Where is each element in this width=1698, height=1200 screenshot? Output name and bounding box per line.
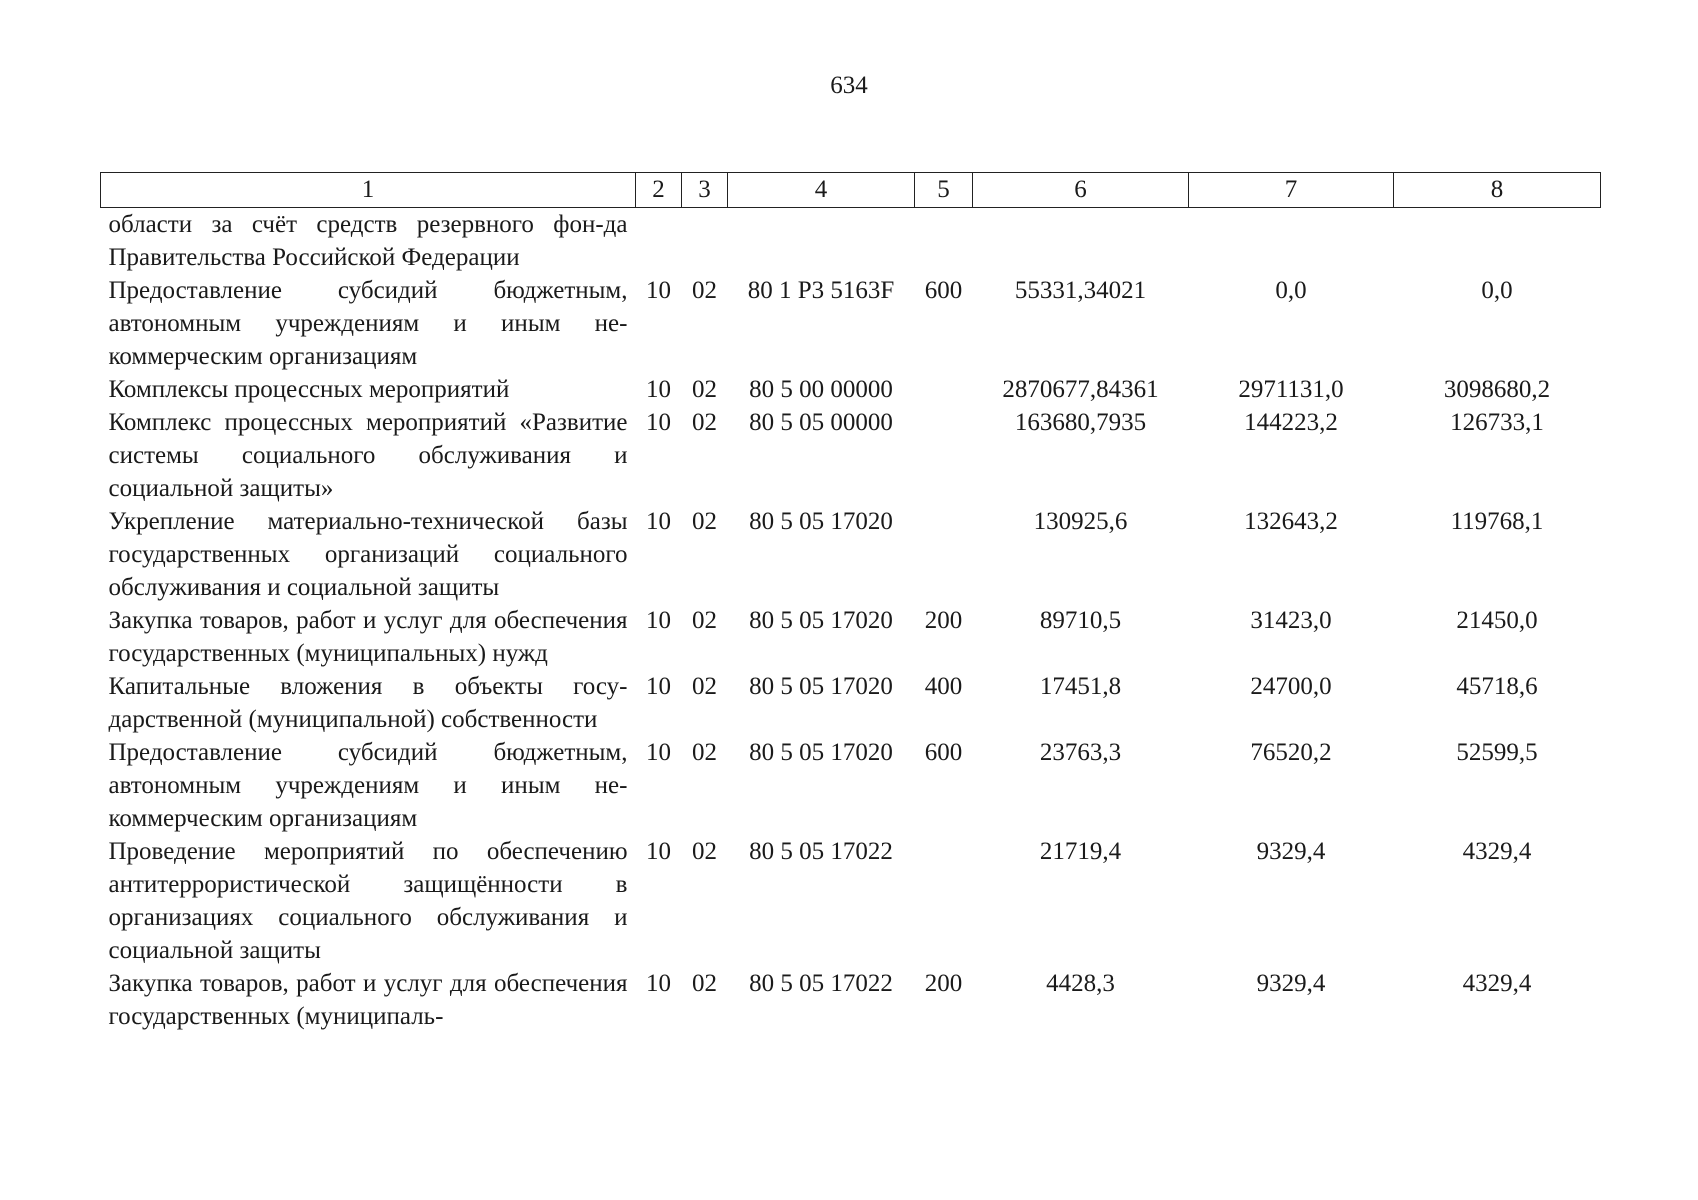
table-row [101,967,1601,1033]
row-subsection: 02 [692,376,717,403]
row-value-7 [1189,208,1394,275]
row-section: 10 [646,970,671,997]
row-value-7: 9329,4 [1256,970,1326,997]
row-value-8: 119768,1 [1450,508,1544,535]
table-row [101,736,1601,835]
row-value-6: 2870677,84361 [1002,376,1159,403]
row-section: 10 [646,508,671,535]
header-col-8: 8 [1394,173,1601,208]
row-value-6: 55331,34021 [1014,277,1147,304]
row-section: 10 [646,409,671,436]
row-expense-type [915,835,973,967]
row-target-code: 80 5 05 00000 [749,409,893,436]
header-col-5: 5 [915,173,973,208]
row-target-code: 80 5 05 17020 [749,508,893,535]
row-value-8: 52599,5 [1456,739,1538,766]
row-value-7: 9329,4 [1256,838,1326,865]
row-section: 10 [646,739,671,766]
row-name: Закупка товаров, работ и услуг для обеспечения государственных (муниципаль- [108,970,628,1030]
table-row [101,373,1601,406]
header-col-7: 7 [1189,173,1394,208]
row-name: Комплекс процессных мероприятий «Развитие системы социального обслуживания и социальной защиты» [108,409,628,502]
header-col-4: 4 [728,173,915,208]
table-row [101,604,1601,670]
table-body [101,208,1601,1034]
row-value-6: 17451,8 [1039,673,1122,700]
row-value-7: 2971131,0 [1238,376,1344,403]
row-subsection: 02 [692,970,717,997]
row-target-code: 80 5 05 17022 [749,838,893,865]
row-value-7: 0,0 [1275,277,1307,304]
row-value-8: 45718,6 [1456,673,1538,700]
budget-table-container [100,172,1600,1033]
row-expense-type [915,373,973,406]
row-expense-type [915,208,973,275]
header-col-6: 6 [973,173,1189,208]
row-name: Проведение мероприятий по обеспечению антитеррористической защищённости в организациях социального обслуживания и социальной защиты [108,838,628,964]
row-value-6: 163680,7935 [1014,409,1147,436]
row-value-8: 3098680,2 [1443,376,1551,403]
row-name: Предоставление субсидий бюджетным, автономным учреждениям и иным некоммерческим организациям [108,739,628,832]
row-section [636,208,682,275]
row-target-code: 80 5 05 17020 [749,607,893,634]
row-value-6: 23763,3 [1039,739,1122,766]
row-value-8: 4329,4 [1462,970,1532,997]
row-expense-type [915,505,973,604]
row-expense-type: 200 [924,970,963,997]
row-name: области за счёт средств резервного фон-да Правительства Российской Федерации [108,211,628,271]
table-row [101,835,1601,967]
row-value-8: 0,0 [1481,277,1513,304]
header-col-1: 1 [101,173,636,208]
row-expense-type: 600 [924,739,963,766]
row-value-6: 4428,3 [1046,970,1115,997]
row-subsection: 02 [692,607,717,634]
row-section: 10 [646,838,671,865]
row-value-7: 132643,2 [1244,508,1338,535]
row-value-8: 4329,4 [1462,838,1532,865]
header-row [101,173,1601,208]
row-section: 10 [646,277,671,304]
header-col-3: 3 [682,173,728,208]
table-row [101,274,1601,373]
row-value-6 [973,208,1189,275]
row-target-code: 80 5 05 17020 [749,673,893,700]
row-subsection: 02 [692,409,717,436]
table-header [101,173,1601,208]
row-expense-type [915,406,973,505]
row-value-6: 89710,5 [1039,607,1122,634]
row-value-6: 130925,6 [1033,508,1128,535]
row-value-8 [1394,208,1601,275]
row-expense-type: 200 [924,607,963,634]
row-expense-type: 400 [924,673,963,700]
row-name: Комплексы процессных мероприятий [108,376,510,403]
row-name: Укрепление материально-технической базы государственных организаций социального обслуживания и социальной защиты [108,508,628,601]
row-value-7: 144223,2 [1244,409,1338,436]
row-section: 10 [646,673,671,700]
table-row [101,406,1601,505]
row-name: Капитальные вложения в объекты государственной (муниципальной) собственности [108,673,628,733]
row-value-8: 126733,1 [1450,409,1544,436]
row-subsection: 02 [692,508,717,535]
row-value-8: 21450,0 [1456,607,1538,634]
row-subsection [682,208,728,275]
row-name: Закупка товаров, работ и услуг для обеспечения государственных (муниципальных) нужд [108,607,628,667]
row-value-7: 31423,0 [1250,607,1332,634]
row-target-code: 80 5 05 17020 [749,739,893,766]
row-subsection: 02 [692,739,717,766]
table-row [101,505,1601,604]
row-value-7: 24700,0 [1250,673,1332,700]
row-name: Предоставление субсидий бюджетным, автономным учреждениям и иным некоммерческим организациям [108,277,628,370]
row-section: 10 [646,376,671,403]
row-subsection: 02 [692,673,717,700]
row-target-code: 80 1 Р3 5163F [747,277,895,304]
row-target-code: 80 5 00 00000 [749,376,893,403]
page-number: 634 [830,72,868,99]
row-section: 10 [646,607,671,634]
row-expense-type: 600 [924,277,963,304]
row-value-7: 76520,2 [1250,739,1332,766]
budget-table [100,172,1601,1033]
row-subsection: 02 [692,838,717,865]
row-subsection: 02 [692,277,717,304]
row-target-code [728,208,915,275]
row-target-code: 80 5 05 17022 [749,970,893,997]
row-value-6: 21719,4 [1039,838,1122,865]
header-col-2: 2 [636,173,682,208]
table-row [101,670,1601,736]
table-row [101,208,1601,275]
